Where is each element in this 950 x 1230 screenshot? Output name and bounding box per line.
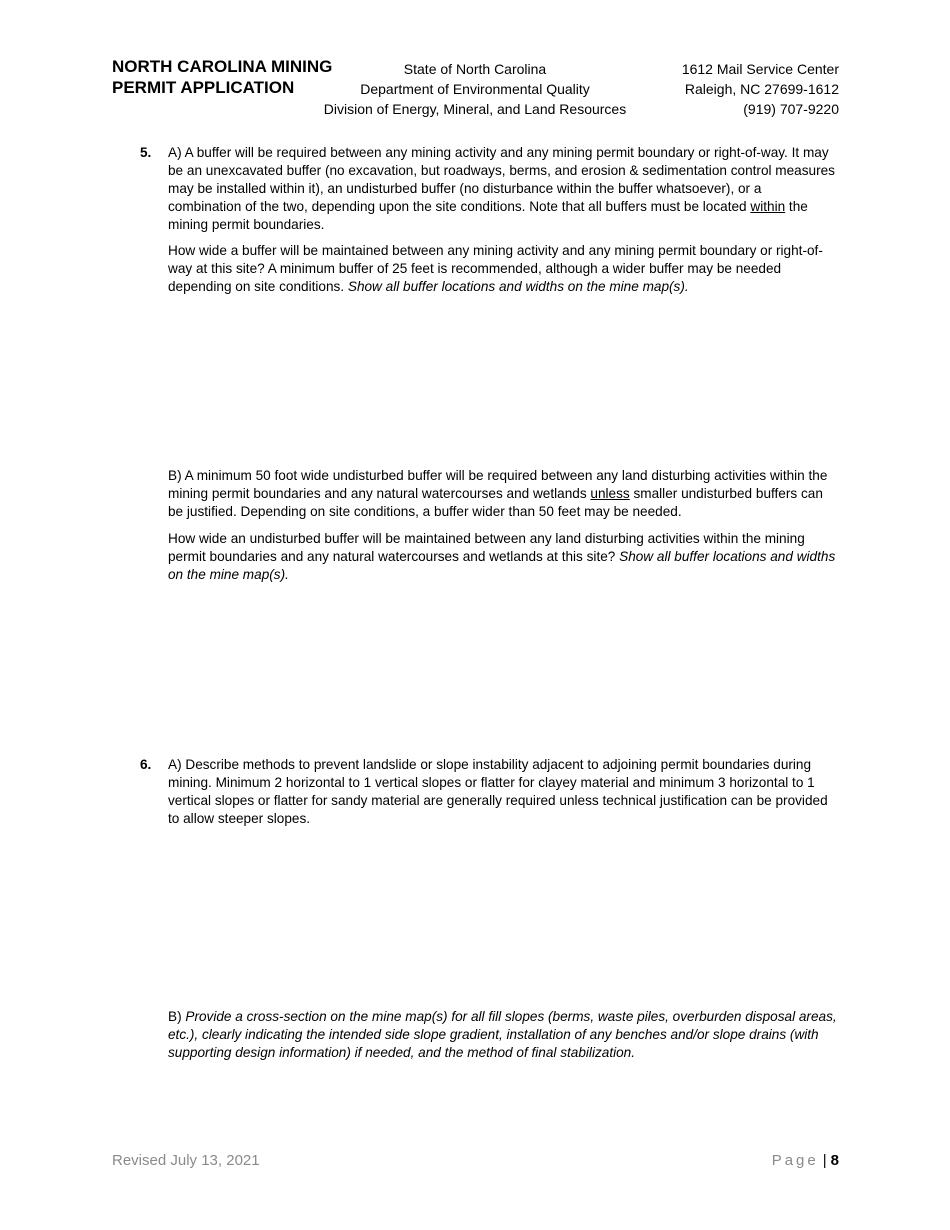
question-5a-text: A) A buffer will be required between any mining activity and any mining permit boundary or right-of-way. It may be an unexcavated buffer (no excavation, but roadways, berms, and erosion & sedimentation control measures may be installed within it), an undisturbed buffer (no disturbance within the buffer whatsoever), or a combination of the two, depending upon the site conditions. Note that all buffers must be located within the mining permit boundaries. [168,145,835,232]
question-5-number: 5. [140,145,152,160]
revision-date: Revised July 13, 2021 [112,1152,260,1169]
question-6a-text: A) Describe methods to prevent landslide or slope instability adjacent to adjoining permit boundaries during mining. Minimum 2 horizontal to 1 vertical slopes or flatter for clayey material and minimum 3 horizontal to 1 vertical slopes or flatter for sandy material are generally required unless technical justification can be provided to allow steeper slopes. [168,757,828,826]
phone-number: (919) 707-9220 [743,101,839,117]
page-number: 8 [830,1152,839,1169]
page-label: Page [771,1152,819,1169]
question-5b-instruction: Show all buffer locations and widths on the mine map(s). [168,549,836,582]
address-line1: 1612 Mail Service Center [681,61,839,77]
address-line2: Raleigh, NC 27699-1612 [684,81,839,97]
question-5b-prompt: How wide an undisturbed buffer will be maintained between any land disturbing activities within the mining permit boundaries and any natural watercourses and wetlands at this site? Show all buffer locations and widths on the mine map(s). [168,531,836,582]
agency-department: Department of Environmental Quality [360,81,590,97]
agency-state: State of North Carolina [403,61,547,77]
question-5a-prompt: How wide a buffer will be maintained between any mining activity and any mining permit boundary or right-of-way at this site? A minimum buffer of 25 feet is recommended, although a wider buffer may be needed depending on site conditions. Show all buffer locations and widths on the mine map(s). [168,243,823,294]
question-6-number: 6. [140,757,152,772]
emphasis-unless: unless [590,486,630,501]
agency-block [300,59,650,119]
question-6b-instruction: Provide a cross-section on the mine map(s) for all fill slopes (berms, waste piles, overburden disposal areas, etc.), clearly indicating the intended side slope gradient, installation of any benches and/or slope drains (with supporting design information) if needed, and the method of final stabilization. [168,1009,837,1060]
agency-division: Division of Energy, Mineral, and Land Resources [323,101,627,117]
form-title-line1: NORTH CAROLINA MINING [112,57,333,76]
address-block [682,59,839,119]
question-5a-instruction: Show all buffer locations and widths on the mine map(s). [347,279,689,294]
question-5b-text: B) A minimum 50 foot wide undisturbed buffer will be required between any land disturbing activities within the mining permit boundaries and any natural watercourses and wetlands unless smaller undisturbed buffers can be justified. Depending on site conditions, a buffer wider than 50 feet may be needed. [168,468,828,519]
page-separator: | [822,1152,827,1169]
question-6b-text: B) Provide a cross-section on the mine map(s) for all fill slopes (berms, waste piles, overburden disposal areas, etc.), clearly indicating the intended side slope gradient, installation of any benches and/or slope drains (with supporting design information) if needed, and the method of final stabilization. [168,1009,837,1060]
emphasis-within: within [750,199,786,214]
page-indicator [772,1152,839,1169]
form-title-line2: PERMIT APPLICATION [112,78,295,97]
